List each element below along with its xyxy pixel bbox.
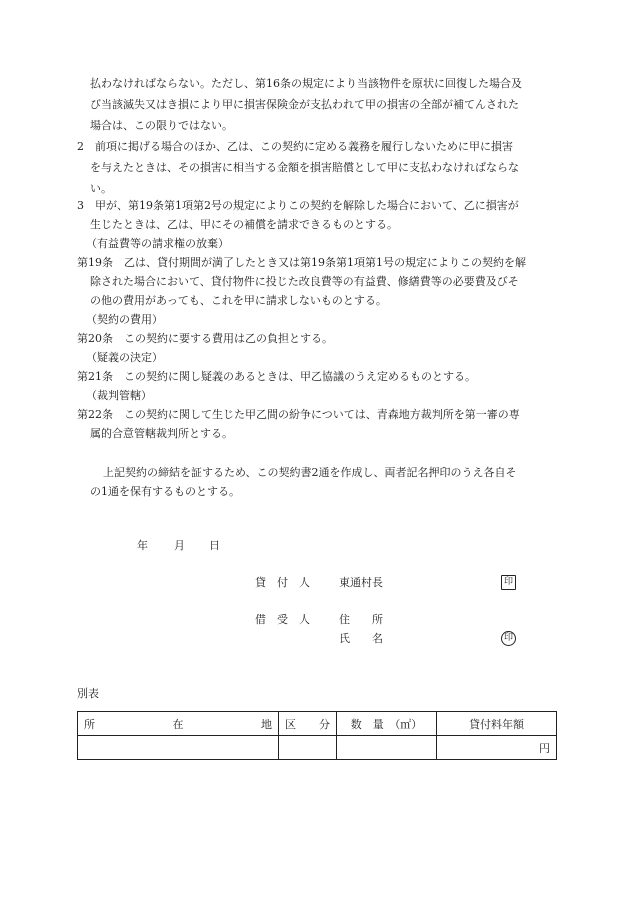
header-location-char: 地	[261, 717, 272, 731]
body-line: い。	[90, 182, 112, 195]
date-day: 日	[209, 539, 220, 552]
body-line: び当該滅失又はき損により甲に損害保険金が支払われて甲の損害の全部が補てんされた	[90, 98, 519, 111]
closing-line: の1通を保有するものとする。	[90, 485, 240, 498]
cell-quantity	[337, 736, 437, 760]
body-line: 除された場合において、貸付物件に投じた改良費等の有益費、修繕費等の必要費及びそ	[90, 275, 519, 288]
body-line: 払わなければならない。ただし、第16条の規定により当該物件を原状に回復した場合及	[90, 77, 522, 90]
header-location	[78, 712, 279, 736]
date-year: 年	[137, 539, 148, 552]
lender-label: 貸 付 人	[255, 576, 310, 589]
article-19: 第19条 乙は、貸付期間が満了したとき又は第19条第1項第1号の規定によりこの契約を解	[77, 256, 526, 269]
section-heading: （契約の費用）	[86, 313, 163, 326]
body-line: 2 前項に掲げる場合のほか、乙は、この契約に定める義務を履行しないために甲に損害	[77, 140, 513, 153]
cell-location	[78, 736, 279, 760]
section-heading: （有益費等の請求権の放棄）	[86, 237, 229, 250]
section-heading: （疑義の決定）	[86, 351, 163, 364]
body-line: 場合は、この限りではない。	[90, 119, 233, 132]
header-location-char: 在	[172, 717, 184, 731]
borrower-label: 借 受 人	[255, 613, 310, 626]
header-category-char: 分	[319, 717, 330, 731]
cell-category	[279, 736, 337, 760]
seal-round-icon: 印	[501, 631, 516, 646]
article-20: 第20条 この契約に要する費用は乙の負担とする。	[77, 332, 333, 345]
header-quantity: 数 量 （㎡）	[337, 712, 437, 736]
annex-data-row	[78, 736, 557, 760]
article-21: 第21条 この契約に関し疑義のあるときは、甲乙協議のうえ定めるものとする。	[77, 370, 476, 383]
annex-title: 別表	[77, 687, 99, 700]
body-line: 3 甲が、第19条第1項第2号の規定によりこの契約を解除した場合において、乙に損害が	[77, 199, 519, 212]
body-line: の他の費用があっても、これを甲に請求しないものとする。	[90, 294, 387, 307]
header-location-char: 所	[84, 717, 95, 731]
annex-table	[77, 711, 557, 760]
body-line: 属的合意管轄裁判所とする。	[90, 427, 233, 440]
body-line: を与えたときは、その損害に相当する金額を損害賠償として甲に支払わなければならな	[90, 161, 519, 174]
header-category	[279, 712, 337, 736]
annex-header-row	[78, 712, 557, 736]
section-heading: （裁判管轄）	[86, 389, 152, 402]
article-22: 第22条 この契約に関して生じた甲乙間の紛争については、青森地方裁判所を第一審の専	[77, 408, 520, 421]
header-fee: 貸付料年額	[437, 712, 557, 736]
cell-fee: 円	[437, 736, 557, 760]
closing-line: 上記契約の締結を証するため、この契約書2通を作成し、両者記名押印のうえ各自そ	[103, 466, 517, 479]
address-label: 住 所	[339, 613, 383, 626]
date-month: 月	[174, 539, 185, 552]
seal-mark-icon: 印	[501, 575, 516, 590]
name-label: 氏 名	[339, 632, 383, 645]
body-line: 生じたときは、乙は、甲にその補償を請求できるものとする。	[90, 218, 398, 231]
lender-name: 東通村長	[339, 576, 383, 589]
header-category-char: 区	[285, 717, 296, 731]
